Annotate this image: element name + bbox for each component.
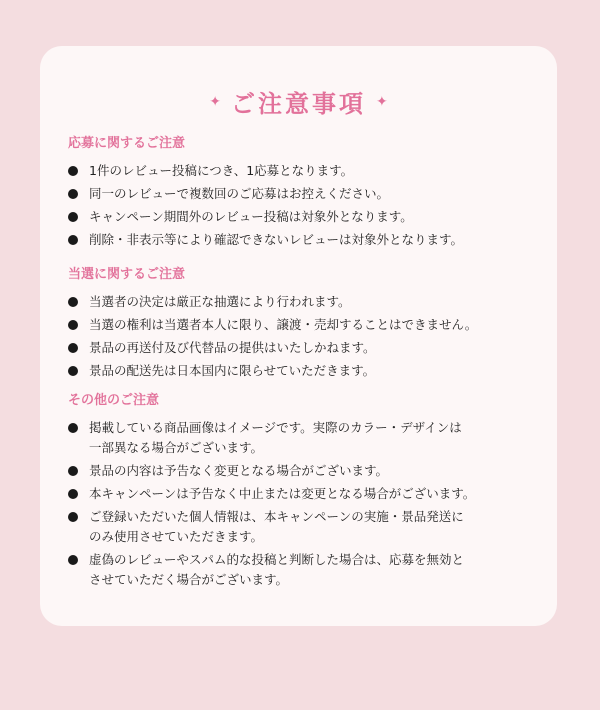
notes-list (68, 418, 541, 590)
list-item (68, 207, 541, 227)
list-item-text: 景品の配送先は日本国内に限らせていただきます。 (89, 363, 376, 378)
list-item-text: 削除・非表示等により確認できないレビューは対象外となります。 (89, 232, 464, 247)
bullet-icon (68, 235, 78, 245)
notes-list (68, 292, 541, 381)
bullet-icon (68, 166, 78, 176)
section-entry-notes (68, 135, 541, 253)
list-item-text: 景品の再送付及び代替品の提供はいたしかねます。 (89, 340, 376, 355)
bullet-icon (68, 512, 78, 522)
page-title: ご注意事項 (231, 90, 366, 118)
bullet-icon (68, 297, 78, 307)
section-heading: 当選に関するご注意 (68, 267, 186, 282)
bullet-icon (68, 366, 78, 376)
list-item-text: 虚偽のレビューやスパム的な投稿と判断した場合は、応募を無効と させていただく場合がございます。 (89, 552, 465, 587)
list-item (68, 184, 541, 204)
list-item-text: 掲載している商品画像はイメージです。実際のカラー・デザインは 一部異なる場合がございます。 (89, 420, 462, 455)
list-item (68, 361, 541, 381)
list-item (68, 292, 541, 312)
list-item (68, 338, 541, 358)
list-item (68, 418, 541, 458)
bullet-icon (68, 320, 78, 330)
section-winning-notes (68, 266, 541, 384)
list-item (68, 484, 541, 504)
list-item-text: 当選の権利は当選者本人に限り、譲渡・売却することはできません。 (89, 317, 478, 332)
bullet-icon (68, 466, 78, 476)
list-item (68, 315, 541, 335)
list-item-text: キャンペーン期間外のレビュー投稿は対象外となります。 (89, 209, 413, 224)
list-item (68, 550, 541, 590)
notice-card (40, 46, 557, 626)
bullet-icon (68, 189, 78, 199)
section-heading: その他のご注意 (68, 393, 160, 408)
list-item (68, 230, 541, 250)
list-item (68, 461, 541, 481)
list-item-text: 当選者の決定は厳正な抽選により行われます。 (89, 294, 351, 309)
bullet-icon (68, 343, 78, 353)
list-item-text: 本キャンペーンは予告なく中止または変更となる場合がございます。 (89, 486, 476, 501)
bullet-icon (68, 423, 78, 433)
section-other-notes (68, 392, 541, 593)
list-item (68, 507, 541, 547)
sparkle-right-icon: ✦ (376, 93, 388, 110)
sparkle-left-icon: ✦ (209, 93, 221, 110)
bullet-icon (68, 212, 78, 222)
section-heading: 応募に関するご注意 (68, 136, 186, 151)
list-item-text: 同一のレビューで複数回のご応募はお控えください。 (89, 186, 390, 201)
bullet-icon (68, 555, 78, 565)
list-item-text: 景品の内容は予告なく変更となる場合がございます。 (89, 463, 389, 478)
list-item (68, 161, 541, 181)
bullet-icon (68, 489, 78, 499)
title-row (40, 84, 557, 119)
list-item-text: 1件のレビュー投稿につき、1応募となります。 (89, 163, 354, 178)
notes-list (68, 161, 541, 250)
list-item-text: ご登録いただいた個人情報は、本キャンペーンの実施・景品発送に のみ使用させていただきます。 (89, 509, 464, 544)
